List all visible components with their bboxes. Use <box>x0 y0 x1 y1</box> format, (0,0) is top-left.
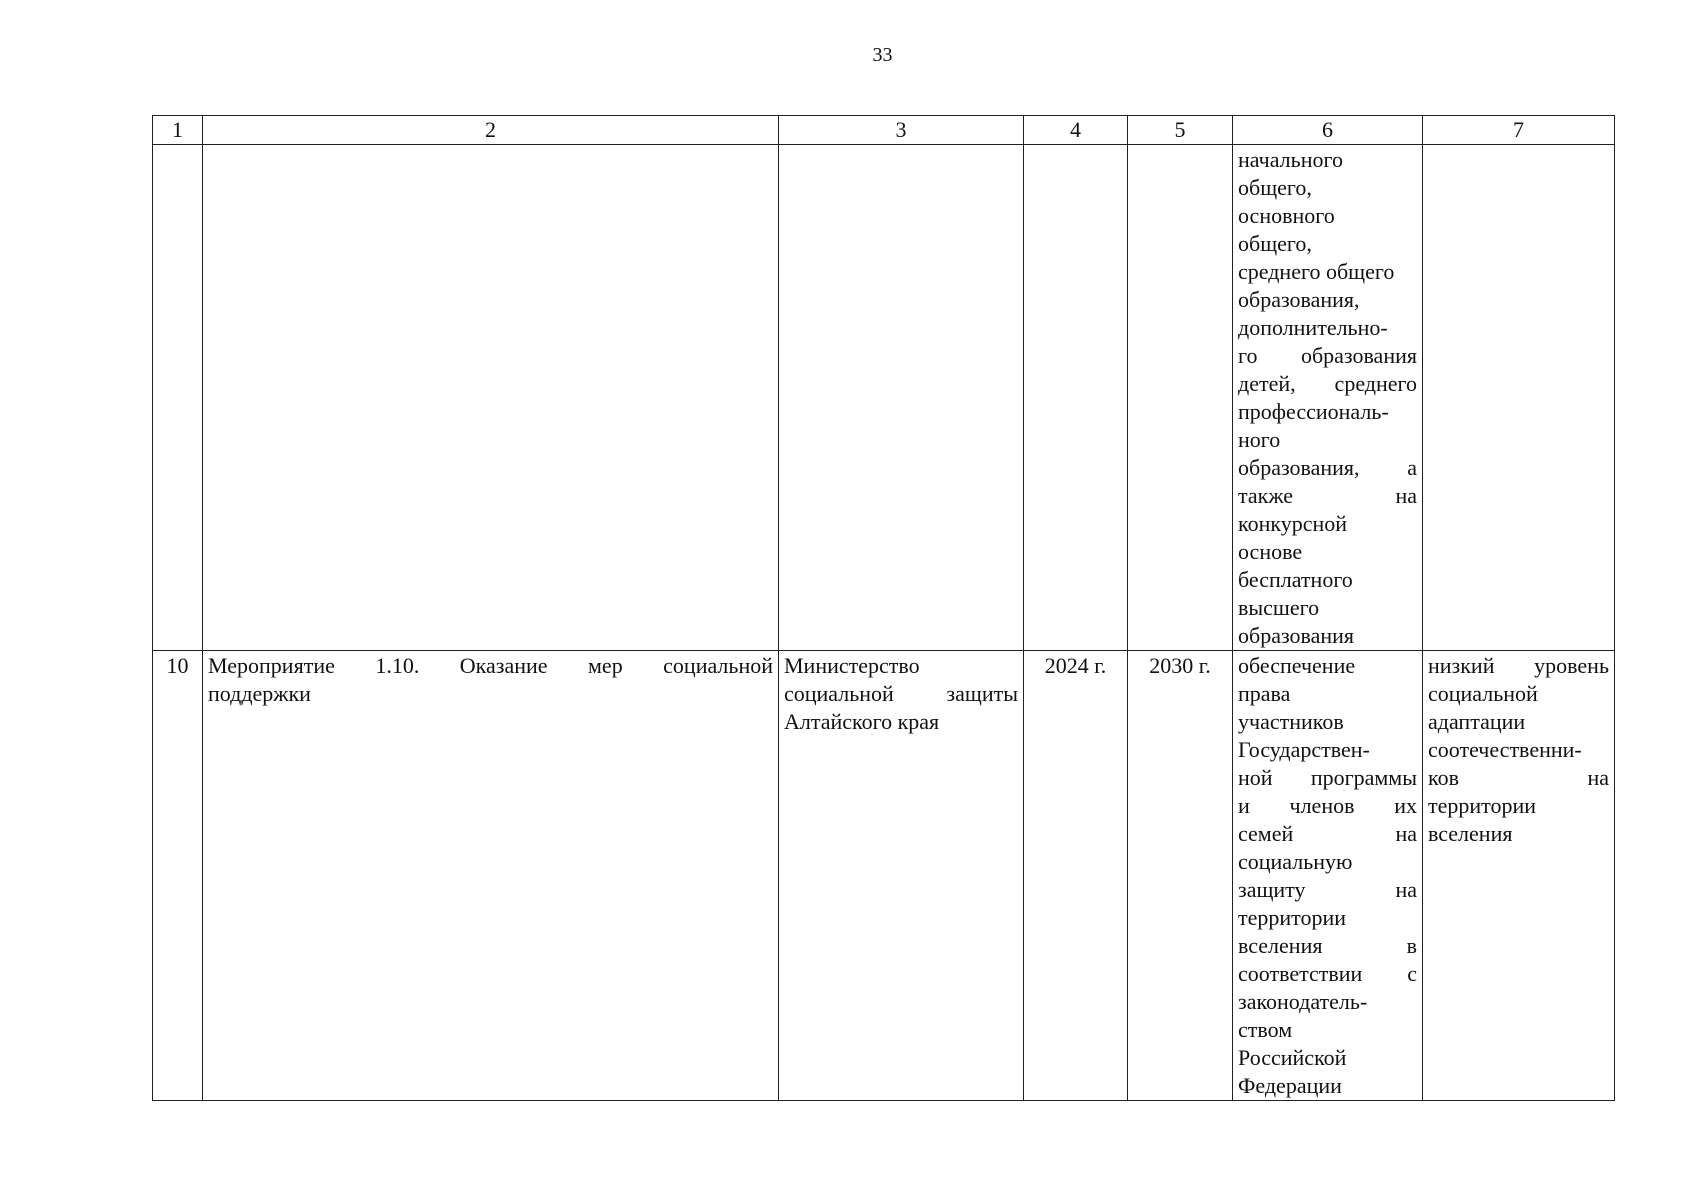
result-line: Российской <box>1238 1045 1347 1070</box>
table-row-10 <box>153 651 1615 1101</box>
result-line: высшего <box>1238 595 1320 620</box>
start-year-cell: 2024 г. <box>1024 651 1128 1101</box>
executor-line: социальной защиты <box>784 681 1018 706</box>
result-line: общего, <box>1238 231 1312 256</box>
header-col-3: 3 <box>779 116 1024 145</box>
continued-cell-2 <box>203 145 779 651</box>
result-line: Государствен- <box>1238 737 1370 762</box>
executor-line: Алтайского края <box>784 709 940 734</box>
result-line: среднего общего <box>1238 259 1395 284</box>
risk-cell <box>1423 651 1615 1101</box>
executor-line: Министерство <box>784 653 920 678</box>
continued-cell-1 <box>153 145 203 651</box>
continued-result-cell <box>1233 145 1423 651</box>
result-line: социальную <box>1238 849 1353 874</box>
result-line: профессиональ- <box>1238 399 1389 424</box>
result-line: права <box>1238 681 1291 706</box>
row-number-cell: 10 <box>153 651 203 1101</box>
result-line: начального <box>1238 147 1343 172</box>
event-name-cell <box>203 651 779 1101</box>
result-line: го образования <box>1238 343 1417 368</box>
event-line: Мероприятие 1.10. Оказание мер социальной <box>208 653 773 678</box>
result-line: дополнительно- <box>1238 315 1388 340</box>
executor-cell <box>779 651 1024 1101</box>
result-line: основе <box>1238 539 1303 564</box>
table-row-continued <box>153 145 1615 651</box>
result-line: основного <box>1238 203 1335 228</box>
result-line: обеспечение <box>1238 653 1356 678</box>
risk-line: социальной <box>1428 681 1538 706</box>
result-line: территории <box>1238 905 1347 930</box>
header-col-7: 7 <box>1423 116 1615 145</box>
result-line: вселения в <box>1238 933 1417 958</box>
result-line: конкурсной <box>1238 511 1348 536</box>
program-table <box>152 115 1615 1101</box>
result-line: бесплатного <box>1238 567 1353 592</box>
page-number: 33 <box>872 44 893 66</box>
risk-line: соотечественни- <box>1428 737 1582 762</box>
result-line: общего, <box>1238 175 1312 200</box>
result-line: ного <box>1238 427 1281 452</box>
header-col-2: 2 <box>203 116 779 145</box>
risk-line: низкий уровень <box>1428 653 1609 678</box>
risk-line: ков на <box>1428 765 1609 790</box>
result-line: соответствии с <box>1238 961 1417 986</box>
result-line: ством <box>1238 1017 1293 1042</box>
risk-line: вселения <box>1428 821 1513 846</box>
result-line: образования, а <box>1238 455 1417 480</box>
header-col-6: 6 <box>1233 116 1423 145</box>
result-line: законодатель- <box>1238 989 1368 1014</box>
result-line: Федерации <box>1238 1073 1342 1098</box>
end-year-cell: 2030 г. <box>1128 651 1233 1101</box>
result-line: защиту на <box>1238 877 1417 902</box>
continued-cell-5 <box>1128 145 1233 651</box>
result-line: участников <box>1238 709 1344 734</box>
result-line: детей, среднего <box>1238 371 1417 396</box>
expected-result-cell <box>1233 651 1423 1101</box>
result-line: также на <box>1238 483 1417 508</box>
risk-line: территории <box>1428 793 1537 818</box>
risk-line: адаптации <box>1428 709 1526 734</box>
result-line: ной программы <box>1238 765 1417 790</box>
result-line: образования, <box>1238 287 1360 312</box>
header-col-5: 5 <box>1128 116 1233 145</box>
continued-cell-3 <box>779 145 1024 651</box>
result-line: образования <box>1238 623 1355 648</box>
table-header-row <box>153 116 1615 145</box>
header-col-1: 1 <box>153 116 203 145</box>
continued-cell-4 <box>1024 145 1128 651</box>
result-line: семей на <box>1238 821 1417 846</box>
continued-cell-7 <box>1423 145 1615 651</box>
header-col-4: 4 <box>1024 116 1128 145</box>
event-line: поддержки <box>208 681 311 706</box>
result-line: и членов их <box>1238 793 1417 818</box>
